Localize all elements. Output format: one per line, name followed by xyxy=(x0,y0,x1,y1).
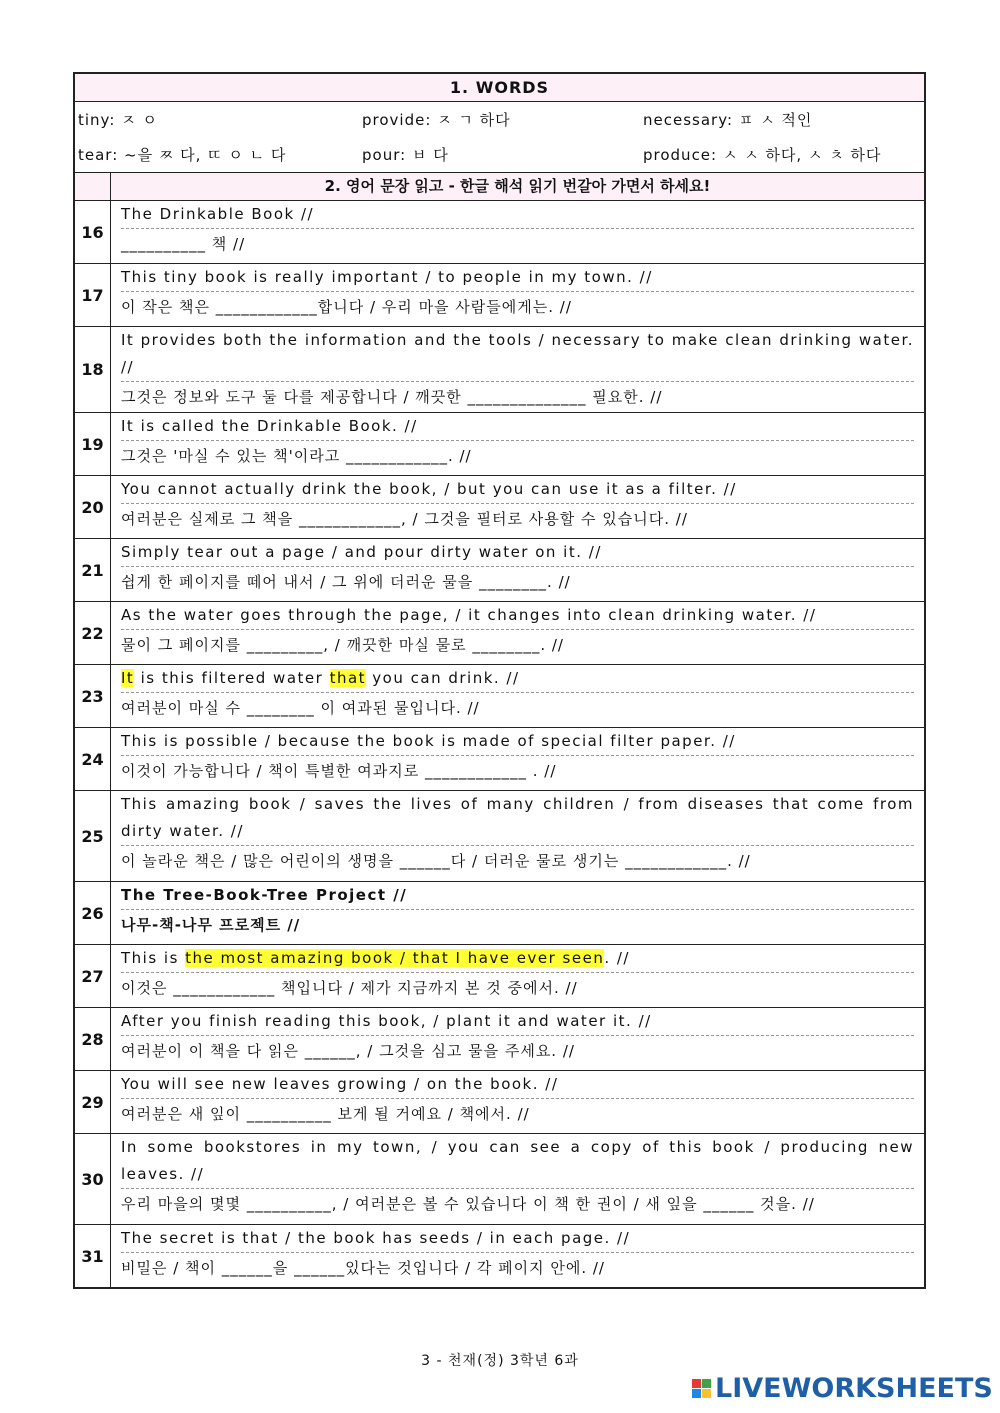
page-footer: 3 - 천재(정) 3학년 6과 xyxy=(421,1353,579,1369)
korean-translation: 그것은 정보와 도구 둘 다를 제공합니다 / 깨끗한 ______________ 필요한. // xyxy=(121,388,663,406)
korean-translation: 쉽게 한 페이지를 떼어 내서 / 그 위에 더러운 물을 ________. // xyxy=(121,573,571,591)
english-sentence xyxy=(121,665,914,693)
highlighted-text: It xyxy=(121,669,135,687)
word-cell: tiny: ㅈ ㅇ xyxy=(78,111,158,129)
worksheet xyxy=(73,72,926,1289)
row-number: 27 xyxy=(75,945,111,1007)
sentence-row xyxy=(75,728,924,791)
row-number: 29 xyxy=(75,1071,111,1133)
sentence-row xyxy=(75,665,924,728)
highlighted-text: that xyxy=(329,669,367,687)
sentence-row xyxy=(75,945,924,1008)
korean-translation: 이것이 가능합니다 / 책이 특별한 여과지로 ____________ . // xyxy=(121,762,557,780)
korean-translation: 여러분은 실제로 그 책을 ____________, / 그것을 필터로 사용할 수 있습니다. // xyxy=(121,510,688,528)
korean-translation: 이 놀라운 책은 / 많은 어린이의 생명을 ______다 / 더러운 물로 생기는 ____________. // xyxy=(121,852,751,870)
english-sentence: It is called the Drinkable Book. // xyxy=(121,413,914,441)
english-sentence: After you finish reading this book, / plant it and water it. // xyxy=(121,1008,914,1036)
english-sentence: It provides both the information and the tools / necessary to make clean drinking water. // xyxy=(121,327,914,382)
sentence-row xyxy=(75,1071,924,1134)
korean-translation: 물이 그 페이지를 _________, / 깨끗한 마실 물로 ________. // xyxy=(121,636,564,654)
english-sentence: As the water goes through the page, / it changes into clean drinking water. // xyxy=(121,602,914,630)
row-number: 25 xyxy=(75,791,111,881)
korean-translation: __________ 책 // xyxy=(121,235,246,253)
word-cell: necessary: ㅍ ㅅ 적인 xyxy=(643,111,813,129)
korean-translation: 여러분이 마실 수 ________ 이 여과된 물입니다. // xyxy=(121,699,480,717)
english-sentence xyxy=(121,945,914,973)
word-cell: pour: ㅂ 다 xyxy=(362,146,449,164)
logo-text: LIVEWORKSHEETS xyxy=(715,1373,993,1404)
korean-translation: 여러분이 이 책을 다 읽은 ______, / 그것을 심고 물을 주세요. // xyxy=(121,1042,575,1060)
words-row xyxy=(75,102,924,137)
korean-translation: 나무-책-나무 프로젝트 // xyxy=(121,916,301,934)
english-sentence: This is possible / because the book is made of special filter paper. // xyxy=(121,728,914,756)
sentence-text: is this filtered water xyxy=(134,669,330,687)
liveworksheets-logo xyxy=(692,1373,993,1404)
english-sentence: In some bookstores in my town, / you can see a copy of this book / producing new leaves. // xyxy=(121,1134,914,1189)
sentence-row xyxy=(75,413,924,476)
korean-translation: 이것은 ____________ 책입니다 / 제가 지금까지 본 것 중에서. // xyxy=(121,979,578,997)
row-number: 18 xyxy=(75,327,111,412)
korean-translation: 비밀은 / 책이 ______을 ______있다는 것입니다 / 각 페이지 안에. // xyxy=(121,1259,605,1277)
english-sentence: You will see new leaves growing / on the book. // xyxy=(121,1071,914,1099)
english-sentence: This amazing book / saves the lives of many children / from diseases that come from dirty water. // xyxy=(121,791,914,846)
row-number: 30 xyxy=(75,1134,111,1224)
sentence-text: This is xyxy=(121,949,186,967)
sentence-row xyxy=(75,476,924,539)
section2-title: 2. 영어 문장 읽고 - 한글 해석 읽기 번갈아 가면서 하세요! xyxy=(111,173,924,200)
english-sentence: The Drinkable Book // xyxy=(121,201,914,229)
english-sentence: The secret is that / the book has seeds / in each page. // xyxy=(121,1225,914,1253)
row-number: 26 xyxy=(75,882,111,944)
korean-translation: 그것은 '마실 수 있는 책'이라고 ____________. // xyxy=(121,447,472,465)
section2-header xyxy=(75,173,924,201)
word-cell: produce: ㅅ ㅅ 하다, ㅅ ㅊ 하다 xyxy=(643,146,882,164)
sentence-row xyxy=(75,327,924,413)
english-sentence: You cannot actually drink the book, / but you can use it as a filter. // xyxy=(121,476,914,504)
korean-translation: 우리 마을의 몇몇 __________, / 여러분은 볼 수 있습니다 이 책 한 권이 / 새 잎을 ______ 것을. // xyxy=(121,1195,815,1213)
word-cell: tear: ~을 ㅉ 다, ㄸ ㅇ ㄴ 다 xyxy=(78,146,287,164)
highlighted-text: the most amazing book / that I have ever seen xyxy=(185,949,605,967)
row-number: 21 xyxy=(75,539,111,601)
row-number: 24 xyxy=(75,728,111,790)
korean-translation: 여러분은 새 잎이 __________ 보게 될 거예요 / 책에서. // xyxy=(121,1105,530,1123)
row-number: 22 xyxy=(75,602,111,664)
logo-mark-icon xyxy=(692,1379,711,1398)
sentence-text: you can drink. // xyxy=(366,669,520,687)
english-sentence: Simply tear out a page / and pour dirty water on it. // xyxy=(121,539,914,567)
row-number: 20 xyxy=(75,476,111,538)
sentence-text: . // xyxy=(604,949,630,967)
english-sentence: This tiny book is really important / to people in my town. // xyxy=(121,264,914,292)
sentence-row xyxy=(75,539,924,602)
sentence-row xyxy=(75,882,924,945)
row-number: 31 xyxy=(75,1225,111,1287)
sentence-row xyxy=(75,1225,924,1287)
sentence-row xyxy=(75,602,924,665)
english-sentence: The Tree-Book-Tree Project // xyxy=(121,882,914,910)
word-cell: provide: ㅈ ㄱ 하다 xyxy=(362,111,511,129)
sentence-row xyxy=(75,201,924,264)
sentence-row xyxy=(75,264,924,327)
section1-title: 1. WORDS xyxy=(75,74,924,102)
row-number: 28 xyxy=(75,1008,111,1070)
words-row xyxy=(75,137,924,172)
row-number: 16 xyxy=(75,201,111,263)
sentence-row xyxy=(75,1008,924,1071)
row-number: 23 xyxy=(75,665,111,727)
row-number: 19 xyxy=(75,413,111,475)
sentence-row xyxy=(75,791,924,882)
row-number: 17 xyxy=(75,264,111,326)
sentence-rows xyxy=(75,201,924,1287)
sentence-row xyxy=(75,1134,924,1225)
korean-translation: 이 작은 책은 ____________합니다 / 우리 마을 사람들에게는. // xyxy=(121,298,572,316)
words-table xyxy=(75,102,924,173)
